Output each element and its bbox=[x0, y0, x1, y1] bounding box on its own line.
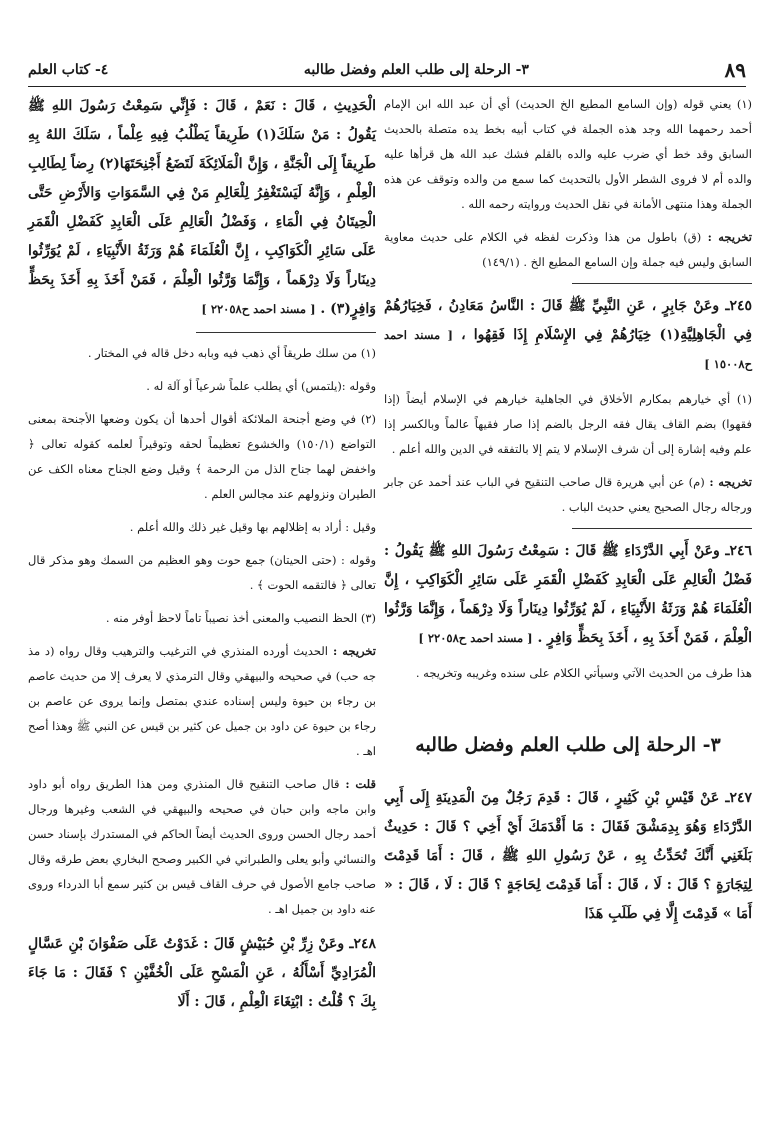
footnote bbox=[28, 515, 376, 540]
hadith-text bbox=[28, 92, 376, 324]
footnote bbox=[28, 772, 376, 922]
block-label: تخريجه : bbox=[701, 230, 752, 244]
hadith-text bbox=[384, 292, 752, 379]
running-chapter-title: ٣- الرحلة إلى طلب العلم وفضل طالبه bbox=[303, 62, 529, 78]
footnote bbox=[384, 470, 752, 520]
footnote-separator bbox=[572, 283, 752, 284]
block-text: (١) يعني قوله (وإن السامع المطيع الخ الحديث) أي أن عبد الله ابن الإمام أحمد رحمهما الله وجد هذه الجملة في كتاب أبيه بخط يده متصلة بالحديث السابق وقد خط أي ضرب عليه والده بالقلم فشك عبد الله هل قرأها عليه والده أم لا فروى الشطر الأول بالتحديث كما سمع من والده وتوقف عن هذه الجملة وهذا منتهى الأمانة في نقل الحديث وروايته رحمه الله . bbox=[384, 97, 752, 211]
hadith-text bbox=[28, 930, 376, 1017]
block-text: الحديث أورده المنذري في الترغيب والترهيب وقال رواه (د مذ جه حب) في صحيحه والبيهقي وقال الترمذي لا يعرف إلا من حديث عاصم بن رجاء بن حيوة وليس إسناده عندي بمتصل وإنما يروى عن عاصم بن رجاء بن حيوة عن داود بن جميل عن كثير بن قيس عن النبي ﷺ وهذا أصح اهـ . bbox=[28, 644, 376, 758]
right-column bbox=[384, 92, 752, 937]
block-text: (١) أي خيارهم بمكارم الأخلاق في الجاهلية خيارهم في الإسلام أيضاً (إذا فقهوا) بضم القاف يقال فقه الرجل بالضم إذا صار فقيهاً عالماً وبالكسر إذا علم وفيه إشارة إلى أن شرف الإسلام لا يتم إلا بالتفقه في الدين والله أعلم . bbox=[384, 392, 752, 456]
page-number: ٨٩ bbox=[724, 58, 746, 82]
block-text: وقيل : أراد به إظلالهم بها وقيل غير ذلك والله أعلم . bbox=[129, 520, 376, 534]
source-reference: [ مسند احمد ح٢٢٠٥٨ ] bbox=[418, 631, 533, 645]
hadith-text bbox=[384, 537, 752, 653]
block-text: (٣) الحظ النصيب والمعنى أخذ نصيباً تاماً لاحظ أوفر منه . bbox=[105, 611, 376, 625]
footnote bbox=[28, 639, 376, 764]
block-text: (م) عن أبي هريرة قال صاحب التنقيح في الباب عند أحمد عن جابر ورجاله رجال الصحيح يعني حديث الباب . bbox=[384, 475, 752, 514]
footnote bbox=[384, 661, 752, 686]
footnote bbox=[28, 606, 376, 631]
block-text: هذا طرف من الحديث الآتي وسيأتي الكلام على سنده وغريبه وتخريجه . bbox=[415, 666, 752, 680]
block-text: (١) من سلك طريقاً أي ذهب فيه وبابه دخل قاله في المختار . bbox=[87, 346, 376, 360]
block-text: (ق) باطول من هذا وذكرت لفظه في الكلام على حديث معاوية السابق وليس فيه جملة وإن السامع المطيع الخ . (١٤٩/١) bbox=[384, 230, 752, 269]
block-text: الْحَدِيثِ ، قَالَ : نَعَمْ ، قَالَ : فَإِنِّي سَمِعْتُ رَسُولَ اللهِ ﷺ يَقُولُ : مَنْ سَلَكَ(١) طَرِيقاً يَطْلُبُ فِيهِ عِلْماً ، سَلَكَ اللهُ بِهِ طَرِيقاً إِلَى الْجَنَّةِ ، وَإِنَّ الْمَلَائِكَةَ لَتَضَعُ أَجْنِحَتَهَا(٢) رِضاً لِطَالِبِ الْعِلْمِ ، وَإِنَّهُ لَيَسْتَغْفِرُ لِلْعَالِمِ مَنْ فِي السَّمَوَاتِ وَالأَرْضِ حَتَّى الْحِيتَانُ فِي الْمَاءِ ، وَفَضْلُ الْعَالِمِ عَلَى الْعَابِدِ كَفَضْلِ الْقَمَرِ عَلَى سَائِرِ الْكَوَاكِبِ ، إِنَّ الْعُلَمَاءَ هُمْ وَرَثَةُ الأَنْبِيَاءِ ، لَمْ يُوَرِّثُوا دِينَاراً وَلَا دِرْهَماً ، وَإِنَّمَا وَرَّثُوا الْعِلْمَ ، فَمَنْ أَخَذَ بِهِ أَخَذَ بِحَظٍّ وَافِرٍ(٣) . bbox=[28, 98, 376, 317]
section-heading: ٣- الرحلة إلى طلب العلم وفضل طالبه bbox=[415, 734, 721, 756]
footnote bbox=[28, 341, 376, 366]
hadith-text bbox=[384, 784, 752, 929]
footnote-separator bbox=[196, 332, 376, 333]
source-reference: [ مسند احمد ح٢٢٠٥٨ ] bbox=[201, 302, 316, 316]
block-text: ٢٤٦ـ وعَنْ أَبِي الدَّرْدَاءِ ﷺ قَالَ : سَمِعْتُ رَسُولَ اللهِ ﷺ يَقُولُ : فَضْلُ الْعَالِمِ عَلَى الْعَابِدِ كَفَضْلِ الْقَمَرِ عَلَى سَائِرِ الْكَوَاكِبِ ، إِنَّ الْعُلَمَاءَ هُمْ وَرَثَةُ الأَنْبِيَاءِ ، لَمْ يُوَرِّثُوا دِينَاراً وَلَا دِرْهَماً ، وَإِنَّمَا وَرَّثُوا الْعِلْمَ ، فَمَنْ أَخَذَ بِهِ ، أَخَذَ بِحَظٍّ وَافِرٍ . bbox=[384, 543, 752, 646]
footnote bbox=[384, 92, 752, 217]
footnote bbox=[28, 407, 376, 507]
footnote bbox=[384, 387, 752, 462]
block-text: ٢٤٨ـ وعَنْ زِرِّ بْنِ حُبَيْشٍ قَالَ : غَدَوْتُ عَلَى صَفْوَانَ بْنِ عَسَّالٍ الْمُرَادِيِّ أَسْأَلُهُ ، عَنِ الْمَسْحِ عَلَى الْخُفَّيْنِ ؟ فَقَالَ : مَا جَاءَ بِكَ ؟ قُلْتُ : ابْتِغَاءَ الْعِلْمِ ، قَالَ : أَلَا bbox=[28, 936, 376, 1010]
block-text: وقوله :(يلتمس) أي يطلب علماً شرعياً أو آلة له . bbox=[146, 379, 376, 393]
footnote bbox=[28, 548, 376, 598]
block-label: تخريجه : bbox=[327, 644, 376, 658]
source-reference: [ مسند احمد ح١٥٠٠٨ ] bbox=[384, 328, 752, 371]
footnote bbox=[384, 225, 752, 275]
header-rule bbox=[28, 86, 746, 87]
left-column bbox=[28, 92, 376, 1025]
block-text: وقوله : (حتى الحيتان) جمع حوت وهو العظيم من السمك وهو مذكر قال تعالى ﴿ فالتقمه الحوت ﴾ . bbox=[28, 553, 376, 592]
block-label: تخريجه : bbox=[704, 475, 752, 489]
block-text: (٢) في وضع أجنحة الملائكة أقوال أحدها أن يكون وضعها الأجنحة بمعنى التواضع (١٥٠/١) والخشوع تعظيماً لحقه وتوقيراً لعلمه كقوله تعالى ﴿ واخفض لهما جناح الذل من الرحمة ﴾ وقيل وضع الجناح معناه الكف عن الطيران ونزولهم عند مجالس العلم . bbox=[28, 412, 376, 501]
block-text: ٢٤٧ـ عَنْ قَيْسِ بْنِ كَثِيرٍ ، قَالَ : قَدِمَ رَجُلٌ مِنَ الْمَدِينَةِ إِلَى أَبِي الدَّرْدَاءِ وَهُوَ بِدِمَشْقَ فَقَالَ : مَا أَقْدَمَكَ أَيْ أَخِي ؟ قَالَ : حَدِيثٌ بَلَغَنِي أَنَّكَ تُحَدِّثُ بِهِ ، عَنْ رَسُولِ اللهِ ﷺ ، قَالَ : أَمَا قَدِمْتَ لِتِجَارَةٍ ؟ قَالَ : لَا ، قَالَ : أَمَا قَدِمْتَ لِحَاجَةٍ ؟ قَالَ : لَا ، قَالَ : « أَمَا » قَدِمْتَ إِلَّا فِي طَلَبِ هَذَا bbox=[384, 790, 752, 922]
footnote bbox=[28, 374, 376, 399]
footnote-separator bbox=[572, 528, 752, 529]
block-label: قلت : bbox=[339, 777, 376, 791]
page-header bbox=[28, 56, 746, 84]
block-text: ٢٤٥ـ وعَنْ جَابِرٍ ، عَنِ النَّبِيِّ ﷺ قَالَ : النَّاسُ مَعَادِنُ ، فَخِيَارُهُمْ فِي الْجَاهِلِيَّةِ(١) خِيَارُهُمْ فِي الإِسْلَامِ إِذَا فَقِهُوا ، bbox=[384, 298, 753, 343]
block-text: قال صاحب التنقيح قال المنذري ومن هذا الطريق رواه أبو داود وابن ماجه وابن حبان في صحيحه والبيهقي في الشعب وغيرها ورجال أحمد رجال الحسن وروى الحديث أيضاً الحاكم في المستدرك بإسناد حسن والنسائي وأبو يعلى والطبراني في الكبير وصحح البخاري بعض طرقه وقال صاحب جامع الأصول في حرف القاف قيس بن كثير سمع أبا الدرداء وروى عنه داود بن جميل اهـ . bbox=[28, 777, 376, 916]
running-book-title: ٤- كتاب العلم bbox=[28, 62, 109, 78]
